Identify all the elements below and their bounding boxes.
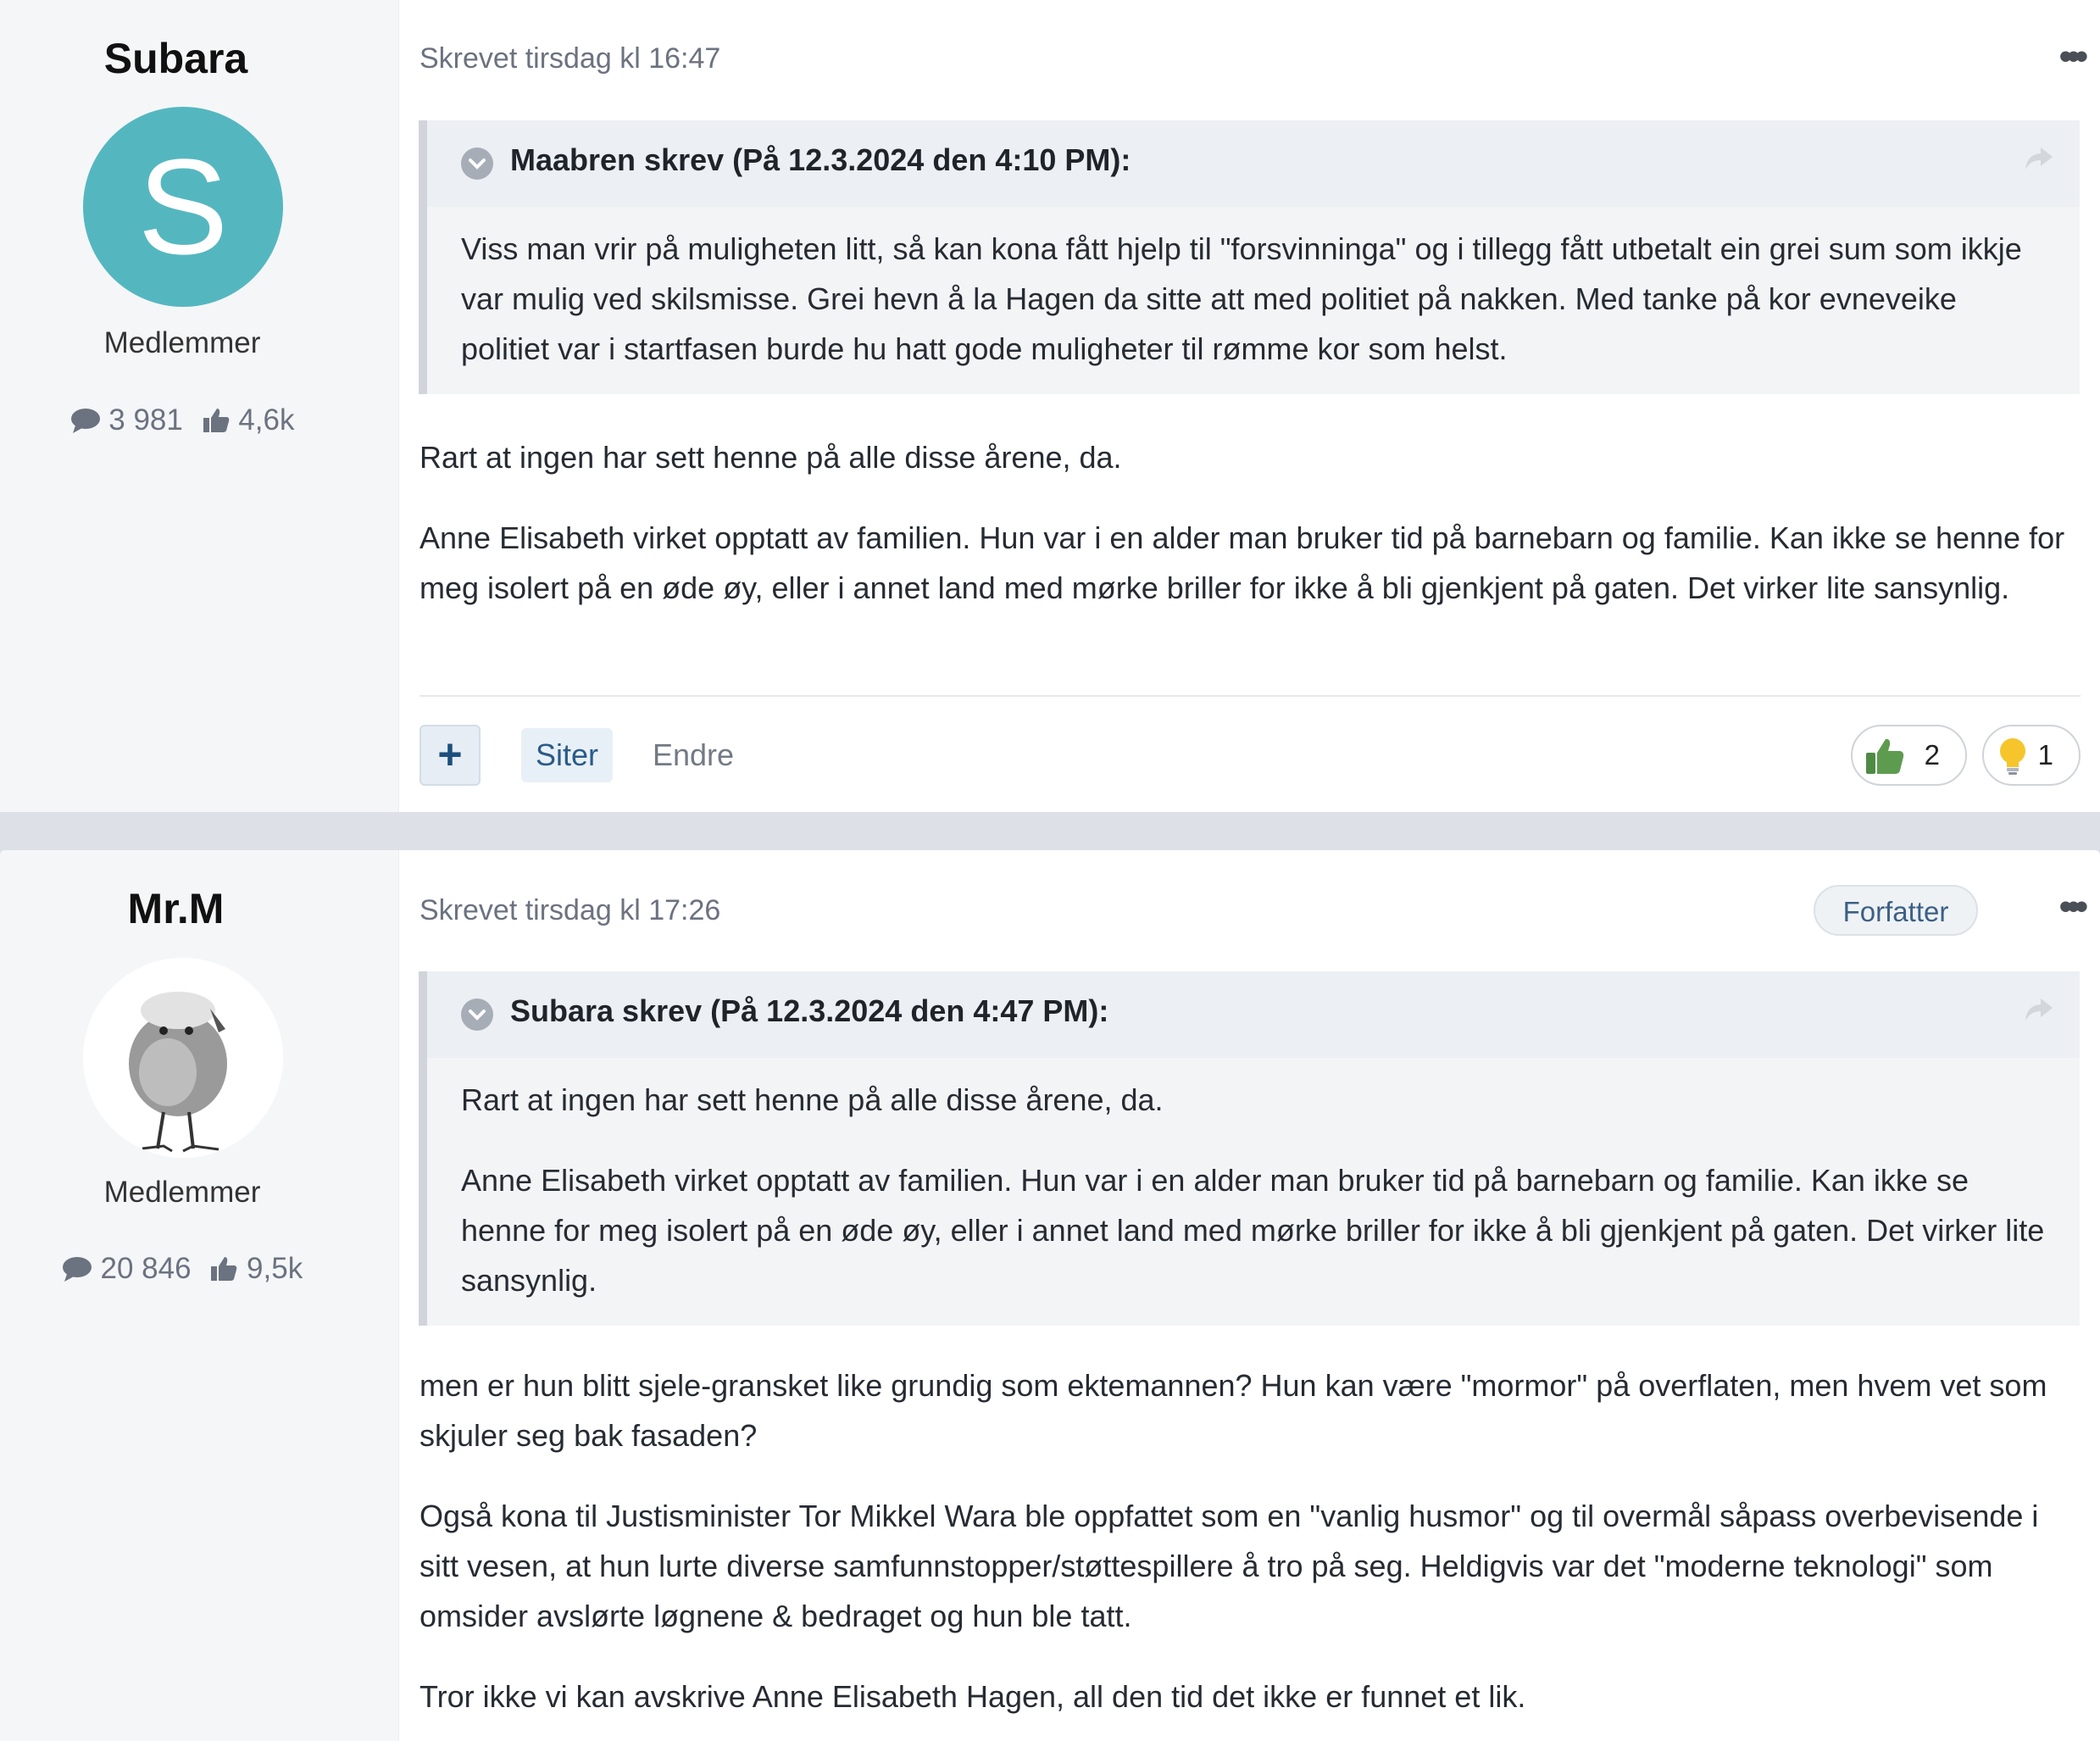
post-content — [419, 432, 2081, 643]
post-content — [419, 1360, 2081, 1741]
author-name[interactable]: Subara — [103, 35, 248, 82]
author-panel — [0, 850, 399, 1741]
post-count: 20 846 — [100, 1251, 192, 1285]
post-paragraph: Anne Elisabeth virket opptatt av familien. Hun var i en alder man bruker tid på barnebarn og familie. Kan ikke se henne for meg isolert på en øde øy, eller i annet land med mørke briller for ikke å bli gjenkjent på gaten. Det virker lite sansynlig. — [419, 520, 2065, 605]
quote-block — [419, 971, 2080, 1326]
member-group: Medlemmer — [103, 326, 261, 359]
author-badge: Forfatter — [1814, 885, 1978, 936]
quote-citation[interactable]: Maabren skrev (På 12.3.2024 den 4:10 PM): — [510, 142, 1131, 177]
multiquote-button[interactable]: + — [419, 725, 481, 786]
forum-post — [0, 850, 2100, 1741]
comment-icon — [70, 407, 101, 434]
reaction-thumbs-up[interactable] — [1851, 725, 1967, 786]
thumbs-up-icon — [209, 1255, 238, 1282]
author-stats — [0, 1250, 364, 1286]
member-group: Medlemmer — [103, 1176, 261, 1209]
quote-header — [427, 120, 2080, 207]
bird-avatar-image — [83, 958, 283, 1158]
reputation: 9,5k — [247, 1251, 303, 1285]
post-count: 3 981 — [108, 403, 183, 437]
edit-button[interactable]: Endre — [653, 737, 735, 772]
quote-body — [427, 1058, 2080, 1326]
author-name[interactable]: Mr.M — [127, 885, 225, 932]
quote-header — [427, 971, 2080, 1058]
forum-post — [0, 0, 2100, 812]
comment-icon — [62, 1255, 92, 1282]
quote-block — [419, 120, 2080, 394]
quote-button[interactable]: Siter — [521, 728, 613, 782]
thumbs-up-icon — [202, 407, 231, 434]
post-paragraph: Tror ikke vi kan avskrive Anne Elisabeth Hagen, all den tid det ikke er funnet et lik. — [419, 1679, 1526, 1714]
post-timestamp[interactable]: Skrevet tirsdag kl 17:26 — [419, 894, 721, 926]
more-options-icon[interactable]: ••• — [2058, 36, 2083, 77]
quote-paragraph: Rart at ingen har sett henne på alle disse årene, da. — [461, 1082, 1164, 1117]
reaction-lightbulb[interactable] — [1982, 725, 2081, 786]
reaction-count: 2 — [1924, 739, 1940, 770]
avatar[interactable]: S — [83, 107, 283, 307]
reaction-count: 1 — [2037, 739, 2053, 770]
chevron-down-icon[interactable] — [461, 147, 493, 180]
reputation: 4,6k — [238, 403, 295, 437]
post-paragraph: Rart at ingen har sett henne på alle disse årene, da. — [419, 440, 1122, 475]
chevron-down-icon[interactable] — [461, 998, 493, 1031]
quote-paragraph: Anne Elisabeth virket opptatt av familien. Hun var i en alder man bruker tid på barnebarn og familie. Kan ikke se henne for meg isolert på en øde øy, eller i annet land med mørke briller for ikke å bli gjenkjent på gaten. Det virker lite sansynlig. — [461, 1163, 2045, 1298]
author-stats — [0, 402, 364, 437]
post-paragraph: Også kona til Justisminister Tor Mikkel Wara ble oppfattet som en "vanlig husmor" og til overmål såpass overbevisende i sitt vesen, at hun lurte diverse samfunnstopper/støttespillere å tro på seg. Heldigvis var det "moderne teknologi" som omsider avslørte løgnene & bedraget og hun ble tatt. — [419, 1499, 2039, 1633]
lightbulb-icon — [1996, 737, 2030, 776]
post-paragraph: men er hun blitt sjele-gransket like grundig som ektemannen? Hun kan være "mormor" på overflaten, men hvem vet som skjuler seg bak fasaden? — [419, 1368, 2047, 1453]
avatar[interactable] — [83, 958, 283, 1158]
share-icon[interactable] — [2024, 997, 2054, 1022]
thumbs-up-icon — [1864, 737, 1905, 776]
more-options-icon[interactable]: ••• — [2058, 886, 2083, 927]
quote-body — [427, 207, 2080, 394]
divider — [419, 695, 2081, 697]
share-icon[interactable] — [2024, 146, 2054, 171]
post-timestamp[interactable]: Skrevet tirsdag kl 16:47 — [419, 42, 721, 75]
author-panel — [0, 0, 399, 812]
quote-citation[interactable]: Subara skrev (På 12.3.2024 den 4:47 PM): — [510, 993, 1109, 1028]
quote-paragraph: Viss man vrir på muligheten litt, så kan kona fått hjelp til "forsvinninga" og i tillegg fått utbetalt ein grei sum som ikkje var mulig ved skilsmisse. Grei hevn å la Hagen da sitte att med politiet på nakken. Med tanke på kor evneveike politiet var i startfasen burde hu hatt gode muligheter til rømme kor som helst. — [461, 231, 2022, 366]
